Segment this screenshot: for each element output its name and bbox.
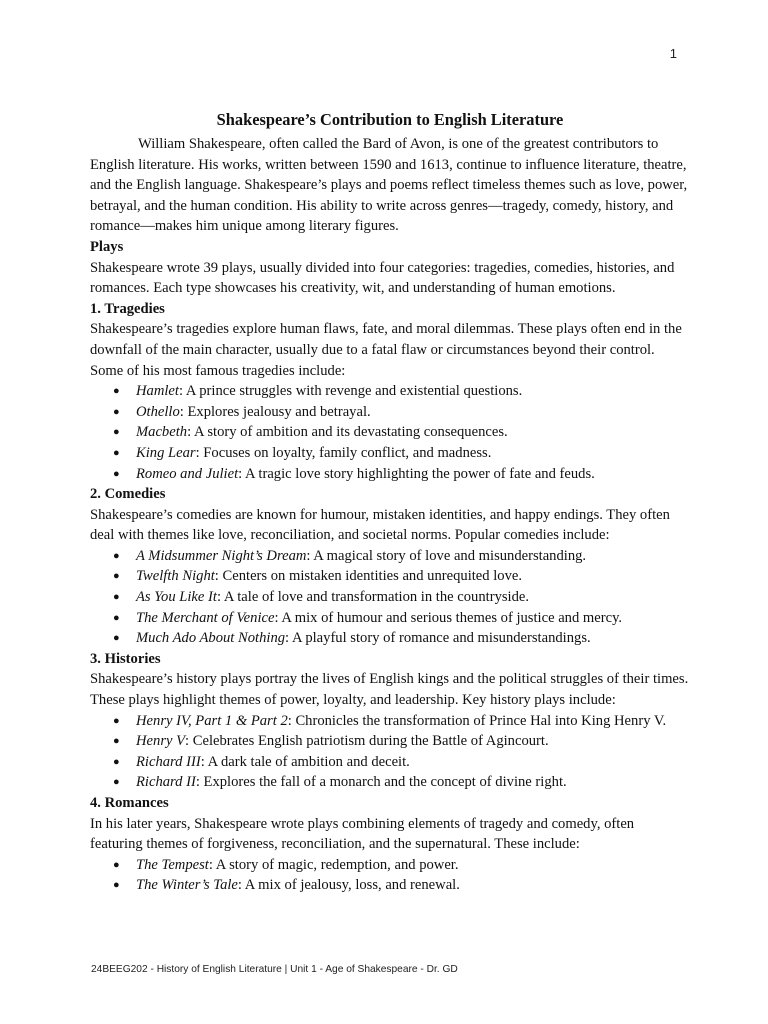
page-footer: 24BEEG202 - History of English Literature | Unit 1 - Age of Shakespeare - Dr. GD (91, 964, 458, 975)
play-description: : Centers on mistaken identities and unrequited love. (214, 568, 523, 585)
play-title: Othello (136, 403, 180, 420)
play-description: : A tale of love and transformation in the countryside. (216, 589, 530, 606)
histories-heading: 3. Histories (90, 650, 161, 667)
list-item (113, 855, 690, 876)
play-description: : A dark tale of ambition and deceit. (200, 753, 410, 770)
comedies-list (90, 546, 690, 649)
list-item (113, 711, 690, 732)
list-item (113, 608, 690, 629)
bullet-icon: ● (113, 776, 120, 789)
bullet-icon: ● (113, 467, 120, 480)
romances-list (90, 855, 690, 896)
play-description: : Celebrates English patriotism during the Battle of Agincourt. (185, 733, 549, 750)
list-item (113, 443, 690, 464)
play-description: : Chronicles the transformation of Prince Hal into King Henry V. (287, 712, 667, 729)
play-title: The Merchant of Venice (136, 609, 275, 626)
histories-list (90, 711, 690, 793)
play-title: Twelfth Night (136, 568, 215, 585)
tragedies-heading: 1. Tragedies (90, 300, 165, 317)
list-item (113, 587, 690, 608)
bullet-icon: ● (113, 735, 120, 748)
play-description: : A mix of jealousy, loss, and renewal. (237, 877, 460, 894)
play-title: Romeo and Juliet (136, 465, 239, 482)
comedies-paragraph: Shakespeare’s comedies are known for humour, mistaken identities, and happy endings. They often deal with themes like love, reconciliation, and societal norms. Popular comedies include: (90, 506, 670, 544)
play-description: : Explores the fall of a monarch and the concept of divine right. (195, 774, 567, 791)
play-title: Hamlet (136, 383, 179, 400)
bullet-icon: ● (113, 858, 120, 871)
play-title: Macbeth (136, 424, 188, 441)
play-title: Henry IV, Part 1 & Part 2 (136, 712, 288, 729)
list-item (113, 422, 690, 443)
play-description: : A story of magic, redemption, and power. (208, 856, 459, 873)
bullet-icon: ● (113, 591, 120, 604)
intro-paragraph: William Shakespeare, often called the Bard of Avon, is one of the greatest contributors to English literature. His works, written between 1590 and 1613, continue to influence literature, theatre, and the English language. Shakespeare’s plays and poems reflect timeless themes such as love, power, betrayal, and the human condition. His ability to write across genres—tragedy, comedy, history, and romance—makes him unique among literary figures. (90, 136, 688, 235)
list-item (113, 628, 690, 649)
bullet-icon: ● (113, 755, 120, 768)
play-description: : A magical story of love and misunderstanding. (306, 547, 587, 564)
list-item (113, 546, 690, 567)
bullet-icon: ● (113, 714, 120, 727)
bullet-icon: ● (113, 426, 120, 439)
play-description: : Explores jealousy and betrayal. (179, 403, 371, 420)
play-title: Richard III (136, 753, 201, 770)
plays-heading: Plays (90, 238, 124, 255)
play-description: : A mix of humour and serious themes of justice and mercy. (274, 609, 623, 626)
play-title: The Winter’s Tale (136, 877, 238, 894)
play-description: : A prince struggles with revenge and existential questions. (178, 383, 523, 400)
page-number: 1 (669, 46, 677, 61)
tragedies-list (90, 381, 690, 484)
comedies-heading: 2. Comedies (90, 486, 166, 503)
list-item (113, 381, 690, 402)
plays-paragraph: Shakespeare wrote 39 plays, usually divided into four categories: tragedies, comedies, histories, and romances. Each type showcases his creativity, wit, and understanding of human emotions. (90, 259, 675, 297)
bullet-icon: ● (113, 611, 120, 624)
bullet-icon: ● (113, 446, 120, 459)
romances-heading: 4. Romances (90, 795, 169, 811)
document-title: Shakespeare’s Contribution to English Literature (216, 110, 564, 129)
list-item (113, 875, 690, 896)
list-item (113, 772, 690, 793)
play-description: : A tragic love story highlighting the power of fate and feuds. (238, 465, 595, 482)
bullet-icon: ● (113, 385, 120, 398)
bullet-icon: ● (113, 549, 120, 562)
list-item (113, 402, 690, 423)
tragedies-paragraph: Shakespeare’s tragedies explore human flaws, fate, and moral dilemmas. These plays often end in the downfall of the main character, usually due to a fatal flaw or circumstances beyond their control. Some of his most famous tragedies include: (90, 321, 682, 379)
bullet-icon: ● (113, 632, 120, 645)
play-description: : Focuses on loyalty, family conflict, and madness. (195, 444, 492, 461)
list-item (113, 731, 690, 752)
bullet-icon: ● (113, 879, 120, 892)
play-title: The Tempest (136, 856, 209, 873)
play-description: : A playful story of romance and misunderstandings. (285, 630, 591, 647)
play-title: King Lear (136, 444, 196, 461)
bullet-icon: ● (113, 570, 120, 583)
play-title: Richard II (136, 774, 196, 791)
histories-paragraph: Shakespeare’s history plays portray the lives of English kings and the political struggles of their times. These plays highlight themes of power, loyalty, and leadership. Key history plays include: (90, 671, 689, 709)
bullet-icon: ● (113, 405, 120, 418)
document-body (90, 110, 690, 896)
list-item (113, 464, 690, 485)
list-item (113, 752, 690, 773)
play-title: Much Ado About Nothing (136, 630, 286, 647)
play-title: A Midsummer Night’s Dream (136, 547, 307, 564)
play-title: As You Like It (136, 589, 217, 606)
play-title: Henry V (136, 733, 186, 750)
list-item (113, 566, 690, 587)
play-description: : A story of ambition and its devastating consequences. (187, 424, 508, 441)
romances-paragraph: In his later years, Shakespeare wrote plays combining elements of tragedy and comedy, often featuring themes of forgiveness, reconciliation, and the supernatural. These include: (90, 815, 635, 853)
